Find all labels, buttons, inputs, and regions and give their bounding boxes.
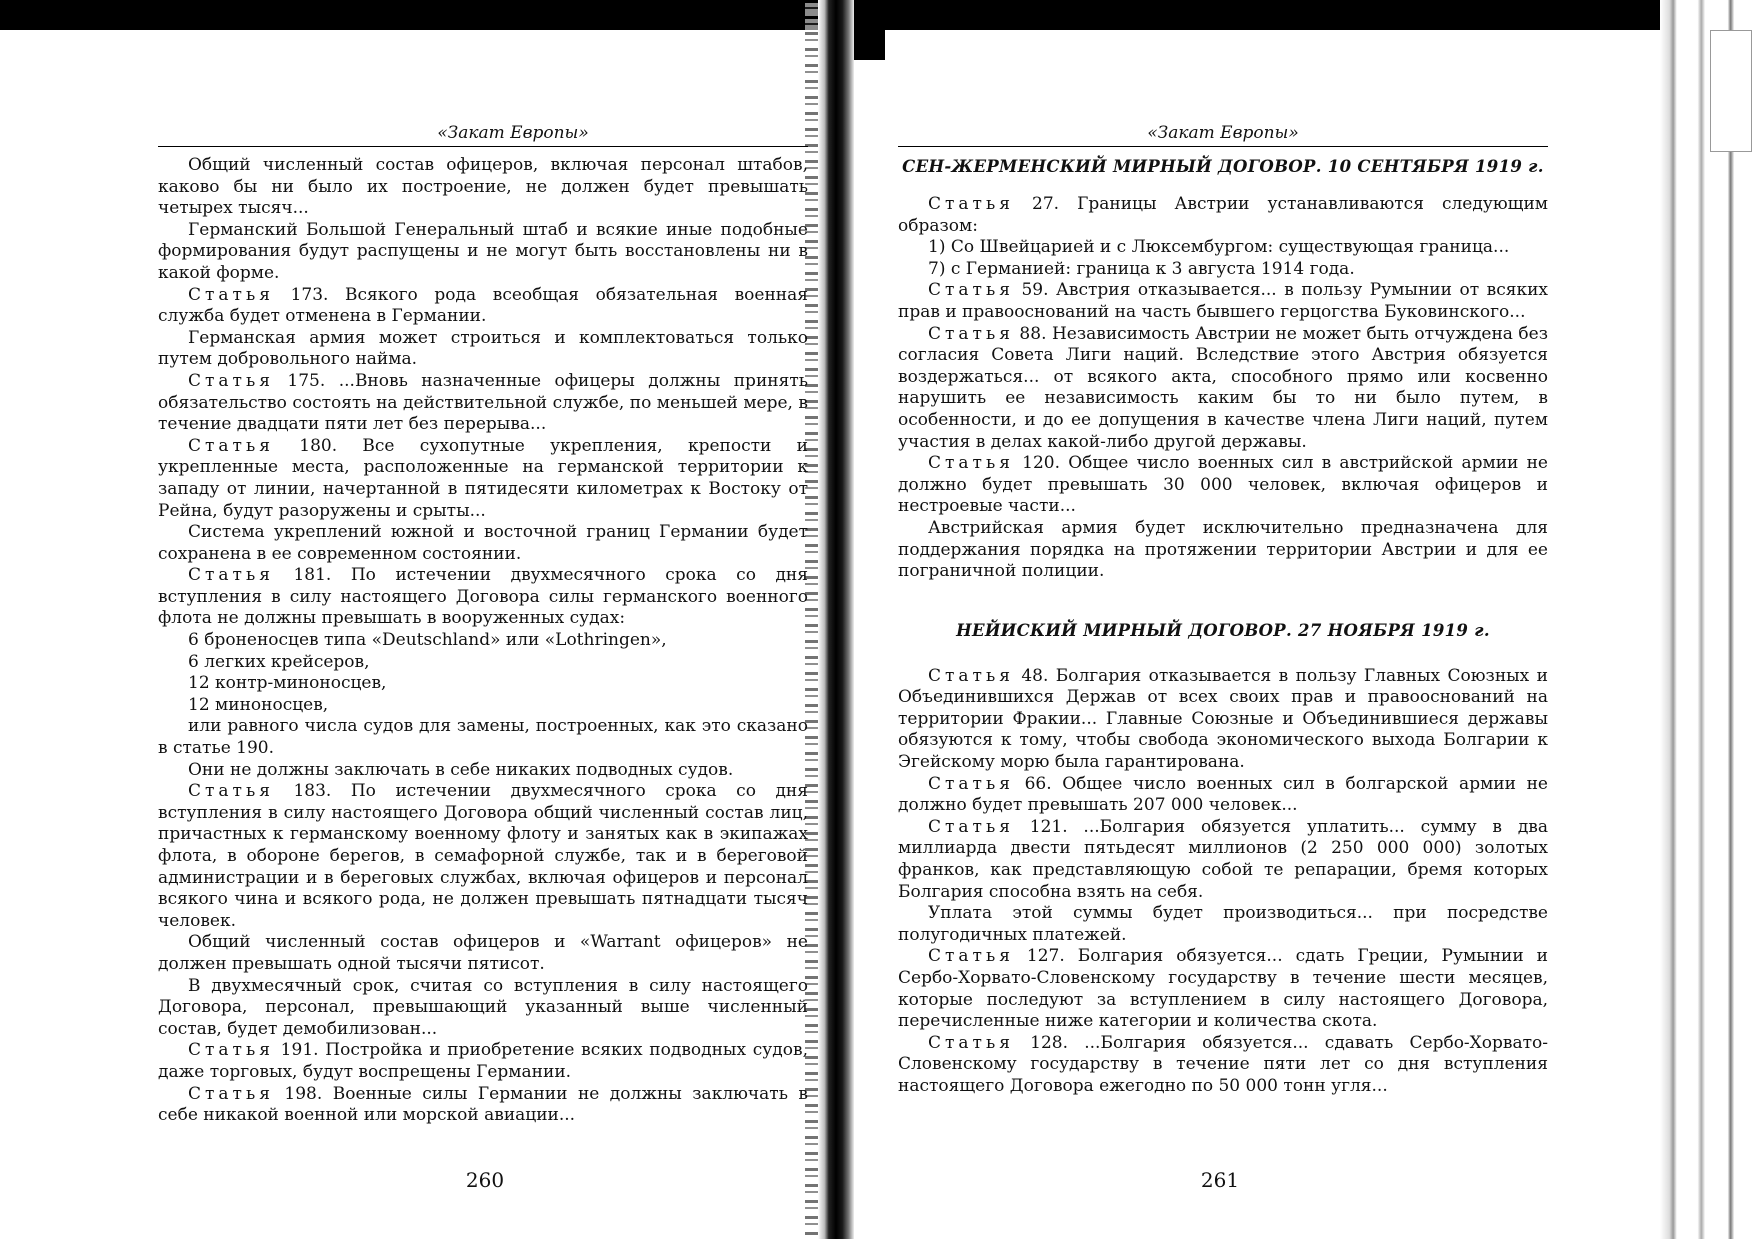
- neuilly-text: [898, 666, 1548, 1098]
- paragraph-text: 1) Со Швейцарией и с Люксембургом: существующая граница...: [928, 237, 1510, 258]
- page-number: 261: [1200, 1168, 1240, 1192]
- paragraph: [158, 1084, 808, 1127]
- paragraph-text: 27. Границы Австрии устанавливаются следующим образом:: [898, 194, 1548, 236]
- paragraph: [158, 652, 808, 674]
- paragraph: [898, 259, 1548, 281]
- article-label: Статья: [928, 323, 1014, 344]
- section-title-neuilly: НЕЙИСКИЙ МИРНЫЙ ДОГОВОР. 27 НОЯБРЯ 1919 г.: [956, 620, 1490, 640]
- section-title-saint-germain: СЕН-ЖЕРМЕНСКИЙ МИРНЫЙ ДОГОВОР. 10 СЕНТЯБРЯ 1919 г.: [902, 157, 1544, 176]
- article-label: Статья: [928, 773, 1014, 794]
- paragraph-text: 88. Независимость Австрии не может быть отчуждена без согласия Совета Лиги наций. Вследствие этого Австрия обязуется воздержаться... от всякого акта, способного прямо или косвенно нарушить ее независимость каким бы то ни было путем, в особенности, и до ее допущения в качестве члена Лиги наций, путем участия в делах какой-либо другой державы.: [898, 323, 1548, 452]
- paragraph-text: Германская армия может строиться и комплектоваться только путем добровольного найма.: [158, 327, 808, 370]
- paragraph: [898, 666, 1548, 774]
- paragraph: [898, 817, 1548, 903]
- paragraph: [898, 453, 1548, 518]
- paragraph: [898, 237, 1548, 259]
- paragraph-text: 183. По истечении двухмесячного срока со дня вступления в силу настоящего Договора общий численный состав лиц, причастных к германскому военному флоту и занятых как в экипажах флота, в обороне берегов, в семафорной службе, так и в береговой администрации и в береговых службах, включая офицеров и персонал всякого чина и всякого рода, не должен превышать пятнадцати тысяч человек.: [158, 781, 808, 931]
- page-edges: [1660, 0, 1754, 1239]
- paragraph-text: 121. ...Болгария обязуется уплатить... сумму в два миллиарда двести пятьдесят миллионов (2 250 000 000) золотых франков, как представляющую собой те репарации, бремя которых Болгария способна взять на себя.: [898, 816, 1548, 902]
- paragraph: [158, 1040, 808, 1083]
- paragraph-text: 127. Болгария обязуется... сдать Греции, Румынии и Сербо-Хорвато-Словенскому государству в течение шести месяцев, которые последуют за вступлением в силу настоящего Договора, перечисленные ниже категории и количества скота.: [898, 946, 1548, 1032]
- saint-germain-text: [898, 194, 1548, 583]
- paragraph: [158, 695, 808, 717]
- left-page: [158, 120, 808, 1127]
- paragraph-text: 128. ...Болгария обязуется... сдавать Сербо-Хорвато-Словенскому государству в течение пяти лет со дня вступления настоящего Договора ежегодно по 50 000 тонн угля...: [898, 1032, 1548, 1096]
- article-label: Статья: [188, 1040, 274, 1061]
- paragraph-text: Уплата этой суммы будет производиться... при посредстве полугодичных платежей.: [898, 903, 1548, 945]
- paragraph-text: 180. Все сухопутные укрепления, крепости и укрепленные места, расположенные на германской территории к западу от линии, начертанной в пятидесяти километрах к Востоку от Рейна, будут разоружены и срыты...: [158, 435, 808, 521]
- article-label: Статья: [928, 1032, 1014, 1053]
- paragraph: [158, 976, 808, 1041]
- paragraph-text: 12 контр-миноносцев,: [188, 673, 387, 694]
- paragraph-text: 181. По истечении двухмесячного срока со дня вступления в силу настоящего Договора силы германского военного флота не должны превышать в вооруженных судах:: [158, 565, 808, 629]
- paragraph-text: 198. Военные силы Германии не должны заключать в себе никакой военной или морской авиации...: [158, 1083, 808, 1126]
- article-label: Статья: [928, 280, 1014, 301]
- paragraph: [158, 155, 808, 220]
- paragraph: [898, 324, 1548, 454]
- running-head: «Закат Европы»: [898, 120, 1548, 147]
- paragraph-text: 7) с Германией: граница к 3 августа 1914 года.: [928, 258, 1355, 279]
- paragraph-text: 6 броненосцев типа «Deutschland» или «Lothringen»,: [188, 630, 667, 651]
- book-spine: [818, 0, 854, 1239]
- article-label: Статья: [188, 370, 274, 391]
- paragraph: [898, 903, 1548, 946]
- page-number: 260: [465, 1168, 505, 1192]
- paragraph-text: Они не должны заключать в себе никаких подводных судов.: [188, 759, 734, 780]
- paragraph-text: 48. Болгария отказывается в пользу Главных Союзных и Объединившихся Держав от всех своих прав и правооснований на территории Фракии... Главные Союзные и Объединившиеся державы обязуются к тому, чтобы свобода экономического выхода Болгарии к Эгейскому морю была гарантирована.: [898, 665, 1548, 773]
- paragraph: [158, 565, 808, 630]
- paragraph-text: Австрийская армия будет исключительно предназначена для поддержания порядка на протяжении территории Австрии и для ее пограничной полиции.: [898, 517, 1548, 582]
- article-label: Статья: [928, 453, 1014, 474]
- article-label: Статья: [928, 194, 1014, 214]
- paragraph: [158, 781, 808, 932]
- article-label: Статья: [928, 816, 1014, 837]
- article-label: Статья: [928, 665, 1014, 686]
- paragraph-text: Система укреплений южной и восточной границ Германии будет сохранена в ее современном состоянии.: [158, 522, 808, 564]
- paragraph: [898, 280, 1548, 323]
- running-head: «Закат Европы»: [158, 120, 808, 147]
- paragraph: [158, 932, 808, 975]
- right-page: [898, 120, 1548, 1098]
- article-label: Статья: [188, 565, 274, 586]
- paragraph-text: 66. Общее число военных сил в болгарской армии не должно будет превышать 207 000 человек...: [898, 773, 1548, 816]
- article-label: Статья: [188, 781, 274, 802]
- paragraph-text: 191. Постройка и приобретение всяких подводных судов, даже торговых, будут воспрещены Германии.: [158, 1040, 808, 1082]
- left-page-body: [158, 155, 808, 1127]
- paragraph-text: 120. Общее число военных сил в австрийской армии не должно будет превышать 30 000 человек, включая офицеров и нестроевые части...: [898, 453, 1548, 517]
- paragraph: [898, 1033, 1548, 1098]
- paragraph: [898, 946, 1548, 1032]
- paragraph: [158, 673, 808, 695]
- paragraph-text: Общий численный состав офицеров и «Warrant офицеров» не должен превышать одной тысячи пятисот.: [158, 932, 808, 974]
- paragraph-text: В двухмесячный срок, считая со вступления в силу настоящего Договора, персонал, превышающий указанный выше численный состав, будет демобилизован...: [158, 975, 808, 1039]
- paragraph: [158, 328, 808, 371]
- paragraph-text: Германский Большой Генеральный штаб и всякие иные подобные формирования будут распущены и не могут быть восстановлены ни в какой форме.: [158, 219, 808, 283]
- paragraph: [158, 716, 808, 759]
- paragraph-text: 6 легких крейсеров,: [188, 651, 370, 672]
- paragraph: [158, 285, 808, 328]
- paragraph-text: 12 миноносцев,: [188, 694, 329, 715]
- paragraph-text: или равного числа судов для замены, построенных, как это сказано в статье 190.: [158, 716, 808, 759]
- paragraph: [158, 220, 808, 285]
- paragraph: [158, 760, 808, 782]
- article-label: Статья: [188, 1083, 274, 1104]
- paragraph-text: Общий численный состав офицеров, включая персонал штабов, каково бы ни было их построение, не должен будет превышать четырех тысяч...: [158, 155, 808, 219]
- paragraph: [158, 436, 808, 522]
- paragraph: [158, 371, 808, 436]
- paragraph: [898, 194, 1548, 237]
- paragraph-text: 175. ...Вновь назначенные офицеры должны принять обязательство состоять на действительной службе, по меньшей мере, в течение двадцати пяти лет без перерыва...: [158, 370, 808, 435]
- paragraph: [898, 774, 1548, 817]
- article-label: Статья: [188, 284, 274, 305]
- paragraph-text: 59. Австрия отказывается... в пользу Румынии от всяких прав и правооснований на часть бывшего герцогства Буковинского...: [898, 280, 1548, 322]
- paragraph: [158, 522, 808, 565]
- paragraph-text: 173. Всякого рода всеобщая обязательная военная служба будет отменена в Германии.: [158, 284, 808, 327]
- paragraph: [898, 518, 1548, 583]
- article-label: Статья: [928, 946, 1014, 967]
- article-label: Статья: [188, 435, 274, 456]
- paragraph: [158, 630, 808, 652]
- scan-top-shadow: [0, 0, 1754, 30]
